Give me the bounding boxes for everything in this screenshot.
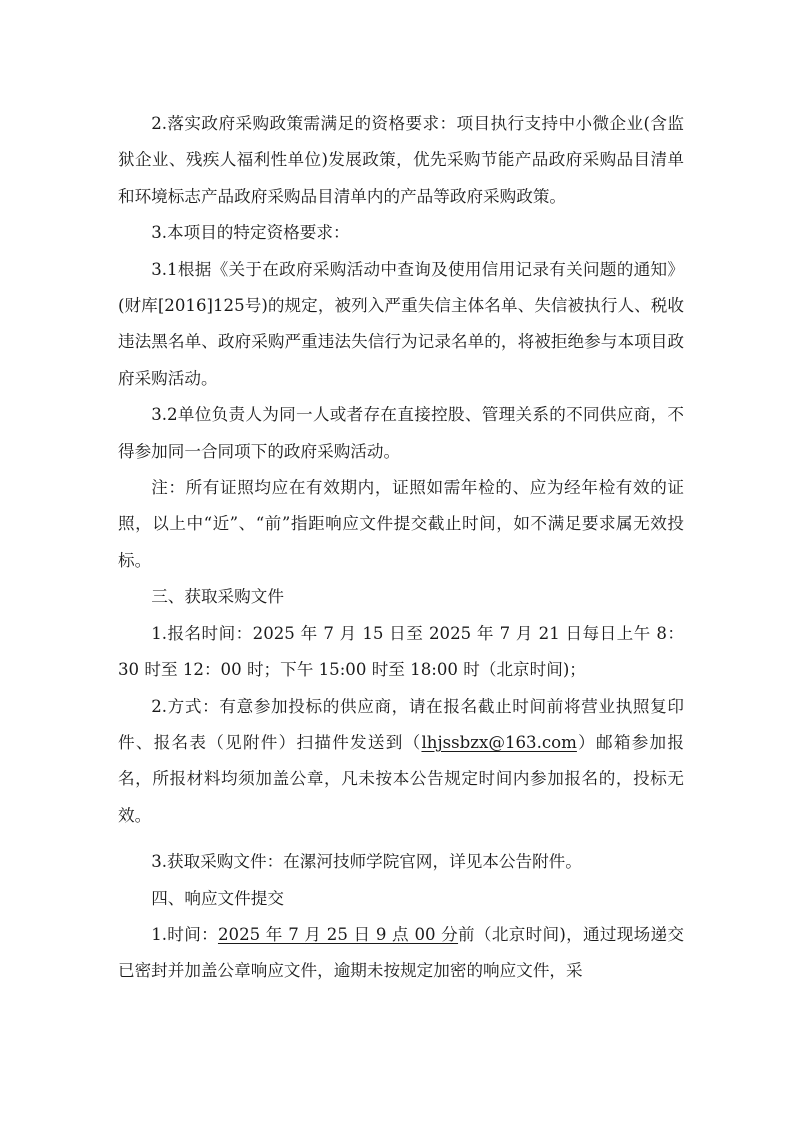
paragraph-policy-requirements: 2.落实政府采购政策需满足的资格要求：项目执行支持中小微企业(含监狱企业、残疾人福利性单位)发展政策，优先采购节能产品政府采购品目清单和环境标志产品政府采购品目清单内的产品等政府采购政策。 <box>118 114 684 206</box>
paragraph-submission-time <box>118 917 684 990</box>
email-link[interactable]: lhjssbzx@163.com <box>421 732 577 752</box>
submission-deadline: 2025 年 7 月 25 日 9 点 00 分 <box>217 924 459 944</box>
paragraph-same-responsible-person: 3.2单位负责人为同一人或者存在直接控股、管理关系的不同供应商，不得参加同一合同项下的政府采购活动。 <box>118 405 684 461</box>
paragraph-registration-method <box>118 689 684 835</box>
paragraph-specific-requirements-heading: 3.本项目的特定资格要求： <box>151 223 350 243</box>
method-text-post: ）邮箱参加报名，所报材料均须加盖公章，凡未按本公告规定时间内参加报名的，投标无效。 <box>118 732 685 825</box>
document-body <box>118 106 684 990</box>
paragraph-registration-time: 1.报名时间：2025 年 7 月 15 日至 2025 年 7 月 21 日每日上午 8：30 时至 12：00 时；下午 15:00 时至 18:00 时（北京时间)； <box>118 623 684 680</box>
method-text-pre: 2.方式：有意参加投标的供应商，请在报名截止时间前将营业执照复印件、报名表（见附件）扫描件发送到（ <box>118 696 684 752</box>
paragraph-obtain-documents: 3.获取采购文件：在漯河技师学院官网，详见本公告附件。 <box>151 852 582 872</box>
section-heading-obtain-documents: 三、获取采购文件 <box>151 587 284 607</box>
paragraph-credit-record: 3.1根据《关于在政府采购活动中查询及使用信用记录有关问题的通知》(财库[2016]125号)的规定，被列入严重失信主体名单、失信被执行人、税收违法黑名单、政府采购严重违法失信行为记录名单的，将被拒绝参与本项目政府采购活动。 <box>118 259 684 388</box>
submission-text-pre: 1.时间： <box>151 924 218 944</box>
submission-text-post: 前（北京时间)，通过现场递交已密封并加盖公章响应文件，逾期未按规定加密的响应文件，采 <box>118 924 684 981</box>
section-heading-submission: 四、响应文件提交 <box>151 888 284 908</box>
paragraph-note-certificates: 注：所有证照均应在有效期内，证照如需年检的、应为经年检有效的证照，以上中“近”、“前”指距响应文件提交截止时间，如不满足要求属无效投标。 <box>118 478 684 570</box>
